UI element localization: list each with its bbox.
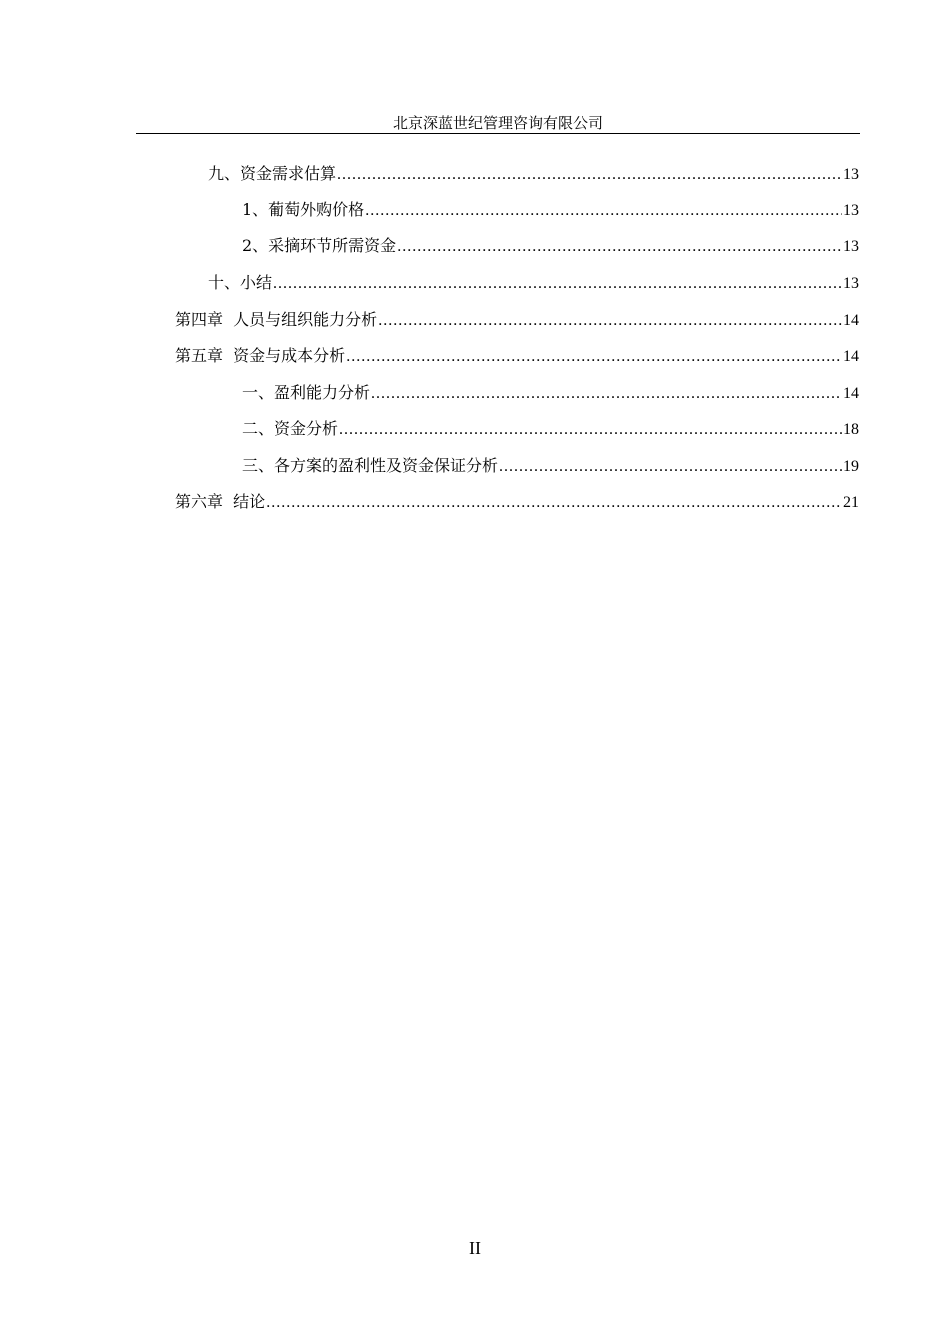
toc-entry-title: 九、资金需求估算 [208,164,337,183]
toc-dot-leader [397,229,842,265]
header-company-name: 北京深蓝世纪管理咨询有限公司 [392,114,603,132]
toc-entry-page: 14 [843,385,859,402]
toc-entry[interactable] [242,375,859,411]
toc-entry-title: 一、盈利能力分析 [242,383,371,402]
toc-entry[interactable] [208,156,859,192]
toc-entry-page: 13 [843,238,859,255]
toc-entry-title: 十、小结 [208,273,273,292]
toc-entry[interactable] [208,265,859,301]
toc-entry[interactable] [242,411,859,447]
toc-entry-title: 1、葡萄外购价格 [242,200,365,219]
toc-entry-page: 13 [843,166,859,183]
toc-entry[interactable] [175,302,859,338]
toc-dot-leader [273,266,842,302]
toc-entry-title: 第四章 人员与组织能力分析 [175,310,378,329]
toc-entry-page: 18 [843,421,859,438]
toc-entry-title: 二、资金分析 [242,419,339,438]
toc-entry[interactable] [175,484,859,520]
toc-dot-leader [337,157,842,193]
toc-dot-leader [339,412,842,448]
toc-dot-leader [365,193,842,229]
toc-entry-page: 19 [843,458,859,475]
toc-entry[interactable] [242,228,859,264]
toc-entry-title: 第六章 结论 [175,492,266,511]
page-number: II [469,1238,481,1258]
toc-entry-page: 14 [843,312,859,329]
toc-dot-leader [378,303,842,339]
toc-entry-title: 第五章 资金与成本分析 [175,346,346,365]
toc-entry[interactable] [242,448,859,484]
toc-dot-leader [499,449,842,485]
toc-entry[interactable] [175,338,859,374]
toc-entry-page: 13 [843,275,859,292]
toc-entry[interactable] [242,192,859,228]
toc-entry-title: 2、采摘环节所需资金 [242,236,397,255]
toc-dot-leader [371,376,842,412]
toc-dot-leader [346,339,842,375]
toc-entry-title: 三、各方案的盈利性及资金保证分析 [242,456,499,475]
toc-entry-page: 14 [843,348,859,365]
header-rule [136,133,860,134]
toc-entry-page: 13 [843,202,859,219]
toc-entry-page: 21 [843,494,859,511]
toc-dot-leader [266,485,842,521]
